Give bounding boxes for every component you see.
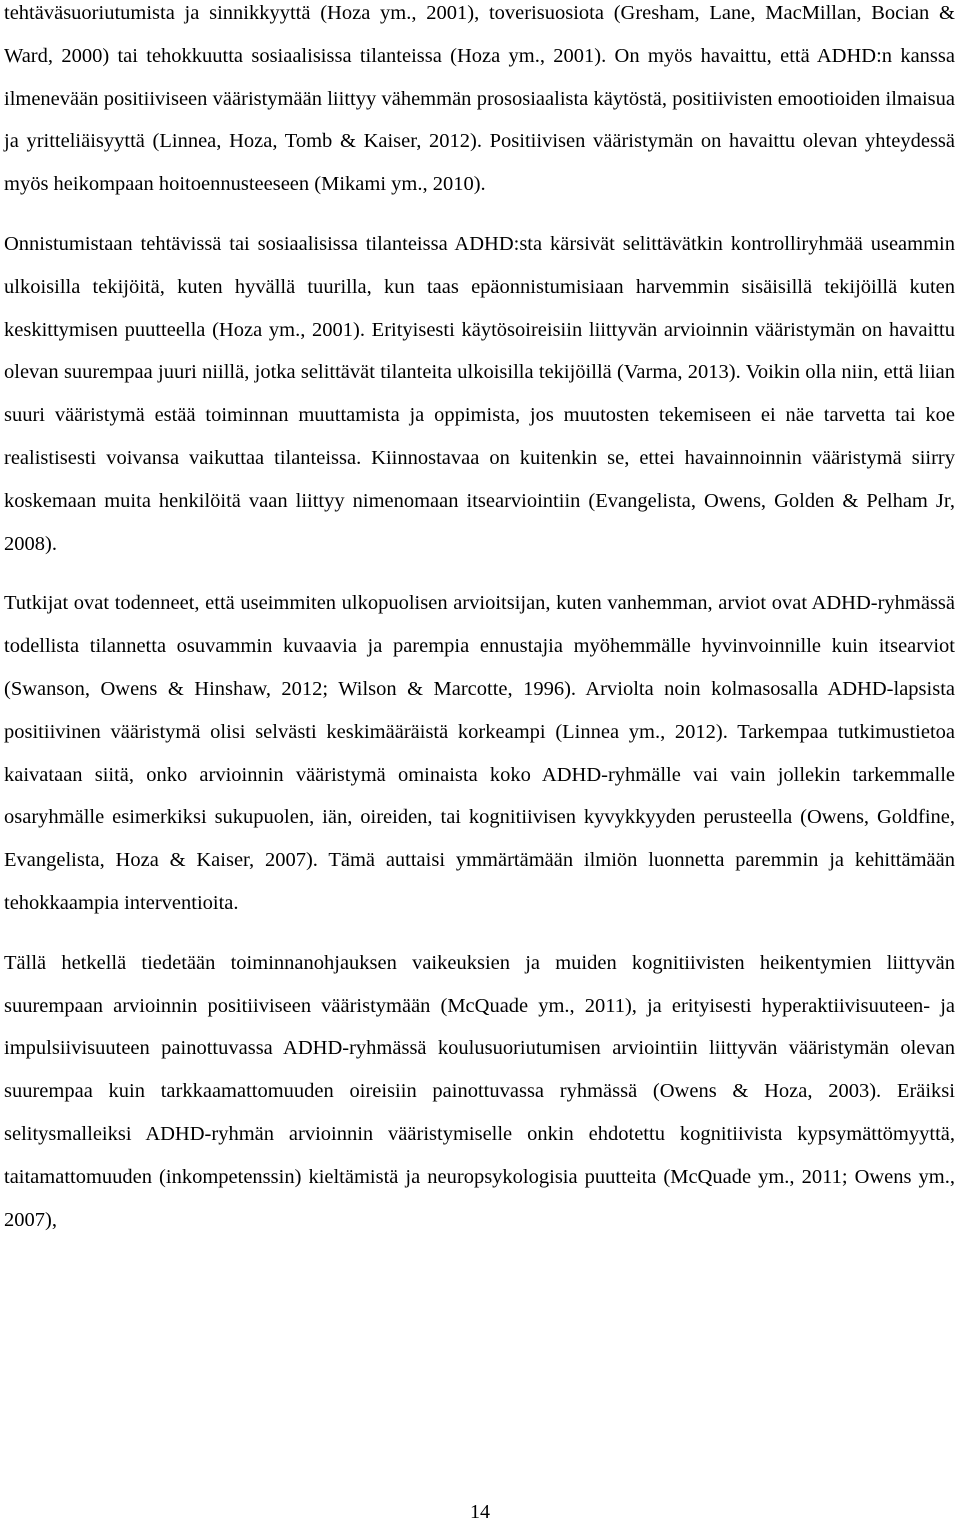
paragraph-positive-bias-effects: tehtäväsuoriutumista ja sinnikkyyttä (Hoza ym., 2001), toverisuosiota (Gresham, Lane, MacMillan, Bocian & Ward, 2000) tai tehokkuutta sosiaalisissa tilanteissa (Hoza ym., 2001). On myös havaittu, että ADHD:n kanssa ilmenevään positiiviseen vääristymään liittyy vähemmän prososiaalista käytöstä, positiivisten emootioiden ilmaisua ja yritteliäisyyttä (Linnea, Hoza, Tomb & Kaiser, 2012). Positiivisen vääristymän on havaittu olevan yhteydessä myös heikompaan hoitoennusteeseen (Mikami ym., 2010). — [4, 2, 955, 196]
page-number: 14 — [470, 1501, 490, 1523]
document-page — [4, 0, 955, 1241]
paragraph-executive-function: Tällä hetkellä tiedetään toiminnanohjauksen vaikeuksien ja muiden kognitiivisten heikentymien liittyvän suurempaan arvioinnin positiiviseen vääristymään (McQuade ym., 2011), ja erityisesti hyperaktiivisuuteen- ja impulsiivisuuteen painottuvassa ADHD-ryhmässä koulusuoriutumisen arviointiin liittyvän vääristymän olevan suurempaa kuin tarkkaamattomuuden oireisiin painottuvassa ryhmässä (Owens & Hoza, 2003). Eräiksi selitysmalleiksi ADHD-ryhmän arvioinnin vääristymiselle onkin ehdotettu kognitiivista kypsymättömyyttä, taitamattomuuden (inkompetenssin) kieltämistä ja neuropsykologisia puutteita (McQuade ym., 2011; Owens ym., 2007), — [4, 951, 955, 1231]
paragraph-attribution-style: Onnistumistaan tehtävissä tai sosiaalisissa tilanteissa ADHD:sta kärsivät selittävätkin kontrolliryhmää useammin ulkoisilla tekijöitä, kuten hyvällä tuurilla, kun taas epäonnistumisiaan harvemmin sisäisillä tekijöillä kuten keskittymisen puutteella (Hoza ym., 2001). Erityisesti käytösoireisiin liittyvän arvioinnin vääristymän on havaittu olevan suurempaa juuri niillä, jotka selittävät tilanteita ulkoisilla tekijöillä (Varma, 2013). Voikin olla niin, että liian suuri vääristymä estää toiminnan muuttamista ja oppimista, jos muutosten tekemiseen ei näe tarvetta tai koe realistisesti voivansa vaikuttaa tilanteissa. Kiinnostavaa on kuitenkin se, ettei havainnoinnin vääristymä siirry koskemaan muita henkilöitä vaan liittyy nimenomaan itsearviointiin (Evangelista, Owens, Golden & Pelham Jr, 2008). — [4, 232, 955, 555]
paragraph-external-raters: Tutkijat ovat todenneet, että useimmiten ulkopuolisen arvioitsijan, kuten vanhemman, arviot ovat ADHD-ryhmässä todellista tilannetta osuvammin kuvaavia ja parempia ennustajia myöhemmälle hyvinvoinnille kuin itsearviot (Swanson, Owens & Hinshaw, 2012; Wilson & Marcotte, 1996). Arviolta noin kolmasosalla ADHD-lapsista positiivinen vääristymä olisi selvästi keskimääräistä korkeampi (Linnea ym., 2012). Tarkempaa tutkimustietoa kaivataan siitä, onko arvioinnin vääristymä ominaista koko ADHD-ryhmälle vai vain jollekin tarkemmalle osaryhmälle esimerkiksi sukupuolen, iän, oireiden, tai kognitiivisen kyvykkyyden perusteella (Owens, Goldfine, Evangelista, Hoza & Kaiser, 2007). Tämä auttaisi ymmärtämään ilmiön luonnetta paremmin ja kehittämään tehokkaampia interventioita. — [4, 592, 955, 914]
